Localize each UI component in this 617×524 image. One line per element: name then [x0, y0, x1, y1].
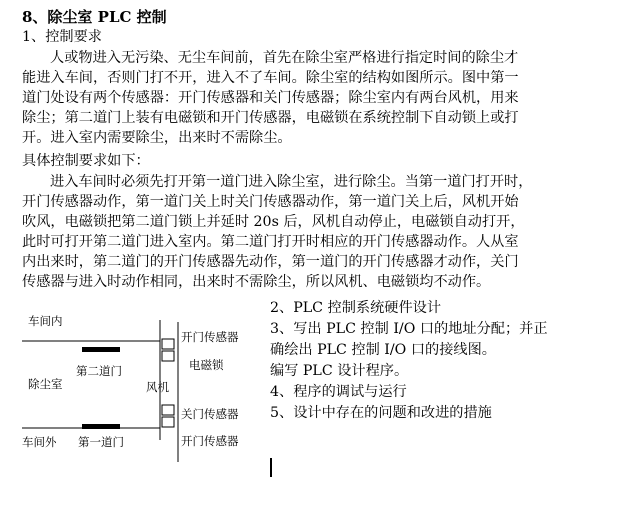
- requirement-line: 此时可打开第二道门进入室内。第二道门打开时相应的开门传感器动作。人从室: [22, 234, 519, 250]
- task-item: 确绘出 PLC 控制 I/O 口的接线图。: [270, 342, 496, 358]
- intro-line: 道门处设有两个传感器：开门传感器和关门传感器；除尘室内有两台风机，用来: [22, 90, 519, 106]
- intro-line: 开。进入室内需要除尘，出来时不需除尘。: [22, 130, 292, 146]
- requirement-line: 内出来时，第二道门的开门传感器先动作，第一道门的开门传感器才动作，关门: [22, 254, 519, 270]
- subsection-heading: 1、控制要求: [22, 29, 102, 45]
- task-item: 4、程序的调试与运行: [270, 384, 407, 400]
- fan-label: 风机: [146, 380, 169, 394]
- task-item: 编写 PLC 设计程序。: [270, 363, 409, 379]
- requirement-line: 吹风，电磁锁把第二道门锁上并延时 20s 后，风机自动停止，电磁锁自动打开，: [22, 214, 525, 230]
- requirements-heading: 具体控制要求如下：: [22, 153, 150, 169]
- first-door: [82, 424, 120, 429]
- section-title: 8、除尘室 PLC 控制: [22, 8, 167, 26]
- second-door: [82, 347, 120, 352]
- close-sensor-label: 关门传感器: [181, 407, 239, 421]
- em-lock-box: [162, 351, 174, 361]
- requirement-line: 开门传感器动作，第一道门关上时关门传感器动作，第一道门关上后，风机开始: [22, 194, 519, 210]
- second-door-label: 第二道门: [76, 364, 122, 378]
- task-item: 3、写出 PLC 控制 I/O 口的地址分配；并正: [270, 321, 548, 337]
- dust-room-label: 除尘室: [28, 377, 63, 391]
- open-sensor-box: [162, 339, 174, 349]
- open-sensor-label-2: 开门传感器: [181, 434, 239, 448]
- task-item: 5、设计中存在的问题和改进的措施: [270, 405, 492, 421]
- task-item: 2、PLC 控制系统硬件设计: [270, 300, 442, 316]
- open-sensor-label: 开门传感器: [181, 330, 239, 344]
- first-door-label: 第一道门: [78, 435, 124, 449]
- intro-line: 能进入车间，否则门打不开，进入不了车间。除尘室的结构如图所示。图中第一: [22, 70, 519, 86]
- workshop-inside-label: 车间内: [28, 314, 63, 328]
- open-sensor-box-2: [162, 417, 174, 427]
- requirement-line: 传感器与进入时动作相同，出来时不需除尘，所以风机、电磁锁均不动作。: [22, 274, 491, 290]
- em-lock-label: 电磁锁: [189, 358, 224, 372]
- workshop-outside-label: 车间外: [22, 435, 57, 449]
- intro-line: 除尘；第二道门上装有电磁锁和开门传感器，电磁锁在系统控制下自动锁上或打: [22, 110, 519, 126]
- requirement-line: 进入车间时必须先打开第一道门进入除尘室，进行除尘。当第一道门打开时，: [50, 174, 533, 190]
- intro-line: 人或物进入无污染、无尘车间前，首先在除尘室严格进行指定时间的除尘才: [50, 50, 519, 66]
- text-cursor[interactable]: [270, 458, 272, 477]
- close-sensor-box: [162, 405, 174, 415]
